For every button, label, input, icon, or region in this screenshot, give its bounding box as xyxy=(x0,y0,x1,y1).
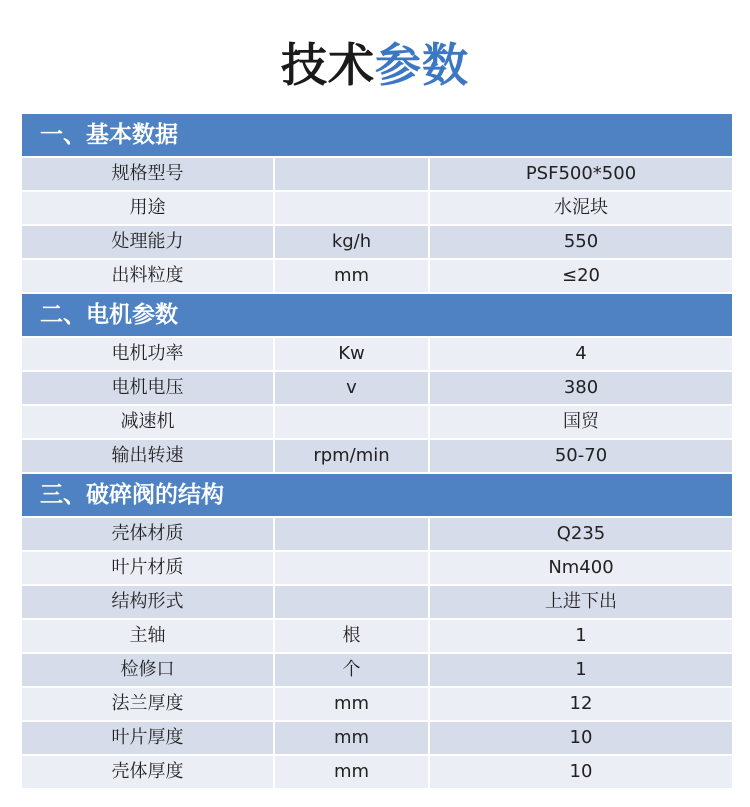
param-unit: 根 xyxy=(275,620,428,652)
param-name: 叶片厚度 xyxy=(22,722,273,754)
param-value: Q235 xyxy=(430,518,732,550)
param-unit: mm xyxy=(275,688,428,720)
table-row xyxy=(22,260,732,292)
param-value: 12 xyxy=(430,688,732,720)
param-name: 法兰厚度 xyxy=(22,688,273,720)
param-value: 水泥块 xyxy=(430,192,732,224)
param-name: 出料粒度 xyxy=(22,260,273,292)
table-row xyxy=(22,158,732,190)
table-row xyxy=(22,552,732,584)
param-name: 壳体材质 xyxy=(22,518,273,550)
section-header-basic-data: 一、基本数据 xyxy=(22,114,732,156)
param-name: 叶片材质 xyxy=(22,552,273,584)
param-unit: mm xyxy=(275,756,428,788)
table-row xyxy=(22,518,732,550)
section-header-motor-params: 二、电机参数 xyxy=(22,294,732,336)
param-name: 用途 xyxy=(22,192,273,224)
param-value: PSF500*500 xyxy=(430,158,732,190)
param-name: 壳体厚度 xyxy=(22,756,273,788)
table-row xyxy=(22,372,732,404)
param-unit: rpm/min xyxy=(275,440,428,472)
table-row xyxy=(22,756,732,788)
param-unit xyxy=(275,518,428,550)
table-row xyxy=(22,654,732,686)
param-unit: mm xyxy=(275,722,428,754)
table-row xyxy=(22,406,732,438)
param-unit: v xyxy=(275,372,428,404)
param-name: 减速机 xyxy=(22,406,273,438)
param-name: 规格型号 xyxy=(22,158,273,190)
param-unit: kg/h xyxy=(275,226,428,258)
table-row xyxy=(22,440,732,472)
param-value: 10 xyxy=(430,722,732,754)
table-row xyxy=(22,338,732,370)
table-row xyxy=(22,586,732,618)
param-name: 主轴 xyxy=(22,620,273,652)
title-part-dark: 技术 xyxy=(281,38,375,92)
param-value: 国贸 xyxy=(430,406,732,438)
param-value: 上进下出 xyxy=(430,586,732,618)
param-unit xyxy=(275,192,428,224)
param-unit xyxy=(275,158,428,190)
param-unit xyxy=(275,586,428,618)
table-row xyxy=(22,722,732,754)
param-value: 50-70 xyxy=(430,440,732,472)
param-name: 电机功率 xyxy=(22,338,273,370)
table-row xyxy=(22,192,732,224)
param-value: 1 xyxy=(430,654,732,686)
param-name: 输出转速 xyxy=(22,440,273,472)
param-value: 10 xyxy=(430,756,732,788)
param-value: 550 xyxy=(430,226,732,258)
param-value: Nm400 xyxy=(430,552,732,584)
param-name: 电机电压 xyxy=(22,372,273,404)
param-value: 380 xyxy=(430,372,732,404)
table-row xyxy=(22,226,732,258)
param-value: 4 xyxy=(430,338,732,370)
page-title xyxy=(0,30,750,100)
param-value: ≤20 xyxy=(430,260,732,292)
table-row xyxy=(22,620,732,652)
title-part-accent: 参数 xyxy=(375,38,469,92)
param-name: 结构形式 xyxy=(22,586,273,618)
param-unit: 个 xyxy=(275,654,428,686)
param-unit xyxy=(275,406,428,438)
param-unit xyxy=(275,552,428,584)
spec-table xyxy=(22,114,732,790)
param-unit: Kw xyxy=(275,338,428,370)
param-name: 处理能力 xyxy=(22,226,273,258)
param-unit: mm xyxy=(275,260,428,292)
param-name: 检修口 xyxy=(22,654,273,686)
table-row xyxy=(22,688,732,720)
section-header-crusher-structure: 三、破碎阀的结构 xyxy=(22,474,732,516)
param-value: 1 xyxy=(430,620,732,652)
